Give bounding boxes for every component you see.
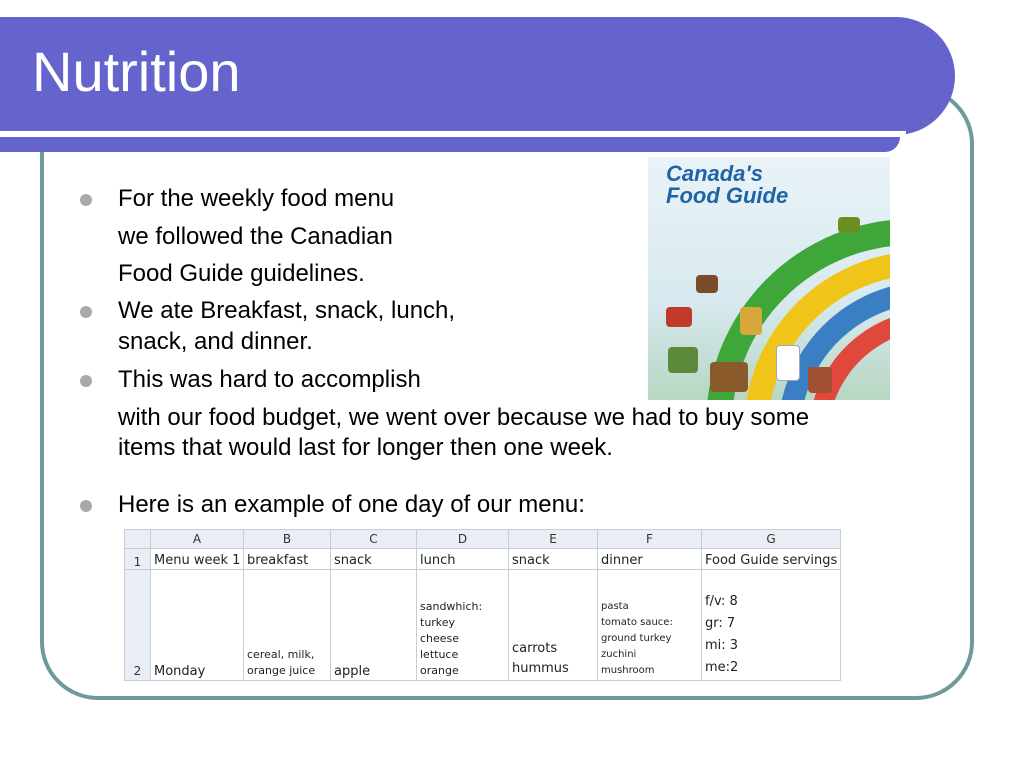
bullet-4-line-1: Here is an example of one day of our menu:: [118, 491, 585, 518]
table-cell: Food Guide servings: [702, 549, 841, 570]
column-header: C: [331, 530, 417, 549]
column-header: G: [702, 530, 841, 549]
food-item-icon: [710, 362, 748, 392]
bullet-marker: [80, 306, 92, 318]
column-header: B: [244, 530, 331, 549]
cell-line: gr: 7: [705, 616, 736, 631]
bullet-marker: [80, 500, 92, 512]
title-bar-lower-band: [0, 137, 900, 152]
column-header: A: [151, 530, 244, 549]
cell-line: cheese: [420, 632, 460, 645]
table-cell: [151, 570, 244, 681]
table-row: [125, 570, 841, 681]
table-cell: [598, 570, 702, 681]
cell-line: ground turkey: [601, 633, 672, 644]
table-row: [125, 549, 841, 570]
table-cell: [702, 570, 841, 681]
bullet-1-line-2: we followed the Canadian: [118, 223, 393, 250]
table-cell: snack: [331, 549, 417, 570]
cell-line: cereal, milk,: [247, 648, 315, 661]
cell-line: tomato sauce:: [601, 617, 673, 628]
row-number: 1: [125, 549, 151, 570]
bullet-3-line-2: with our food budget, we went over because we had to buy some: [118, 404, 810, 431]
food-item-icon: [696, 275, 718, 293]
cell-line: mushroom: [601, 665, 655, 676]
food-item-icon: [740, 307, 762, 335]
table-cell: [244, 570, 331, 681]
cell-line: pasta: [601, 601, 629, 612]
table-cell: [509, 570, 598, 681]
logo-line-1: Canada's: [666, 161, 763, 186]
bullet-marker: [80, 375, 92, 387]
cell-line: lettuce: [420, 648, 459, 661]
food-item-icon: [666, 307, 692, 327]
cell-line: sandwhich:: [420, 600, 483, 613]
corner-cell: [125, 530, 151, 549]
column-header: D: [417, 530, 509, 549]
slide-title: Nutrition: [32, 40, 241, 103]
cell-line: orange: [420, 664, 459, 677]
cell-line: f/v: 8: [705, 594, 738, 609]
food-guide-logo: [666, 163, 788, 207]
table-cell: breakfast: [244, 549, 331, 570]
title-divider: [0, 131, 906, 137]
canada-food-guide-image: [648, 157, 890, 400]
logo-line-2: Food Guide: [666, 183, 789, 208]
food-item-icon: [668, 347, 698, 373]
cell-line: carrots: [512, 641, 558, 656]
cell-line: orange juice: [247, 664, 316, 677]
cell-line: turkey: [420, 616, 456, 629]
bullet-1-line-3: Food Guide guidelines.: [118, 260, 365, 287]
food-item-icon: [776, 345, 800, 381]
cell-line: apple: [334, 664, 371, 679]
table-cell: dinner: [598, 549, 702, 570]
food-item-icon: [808, 367, 832, 393]
table-cell: snack: [509, 549, 598, 570]
table-cell: lunch: [417, 549, 509, 570]
bullet-1-line-1: For the weekly food menu: [118, 185, 395, 212]
cell-line: me:2: [705, 660, 739, 675]
table-cell: [331, 570, 417, 681]
table-cell: Menu week 1: [151, 549, 244, 570]
column-header: F: [598, 530, 702, 549]
bullet-3-line-3: items that would last for longer then one week.: [118, 434, 613, 461]
cell-line: Monday: [154, 664, 206, 679]
cell-line: mi: 3: [705, 638, 739, 653]
row-number: 2: [125, 570, 151, 681]
cell-line: hummus: [512, 661, 569, 676]
column-header-row: [125, 530, 841, 549]
menu-spreadsheet: [124, 529, 841, 681]
column-header: E: [509, 530, 598, 549]
bullet-marker: [80, 194, 92, 206]
food-item-icon: [838, 217, 860, 233]
table-cell: [417, 570, 509, 681]
bullet-3-line-1: This was hard to accomplish: [118, 366, 421, 393]
bullet-2-line-1: We ate Breakfast, snack, lunch,: [118, 297, 456, 324]
bullet-2-line-2: snack, and dinner.: [118, 328, 313, 355]
cell-line: zuchini: [601, 649, 637, 660]
